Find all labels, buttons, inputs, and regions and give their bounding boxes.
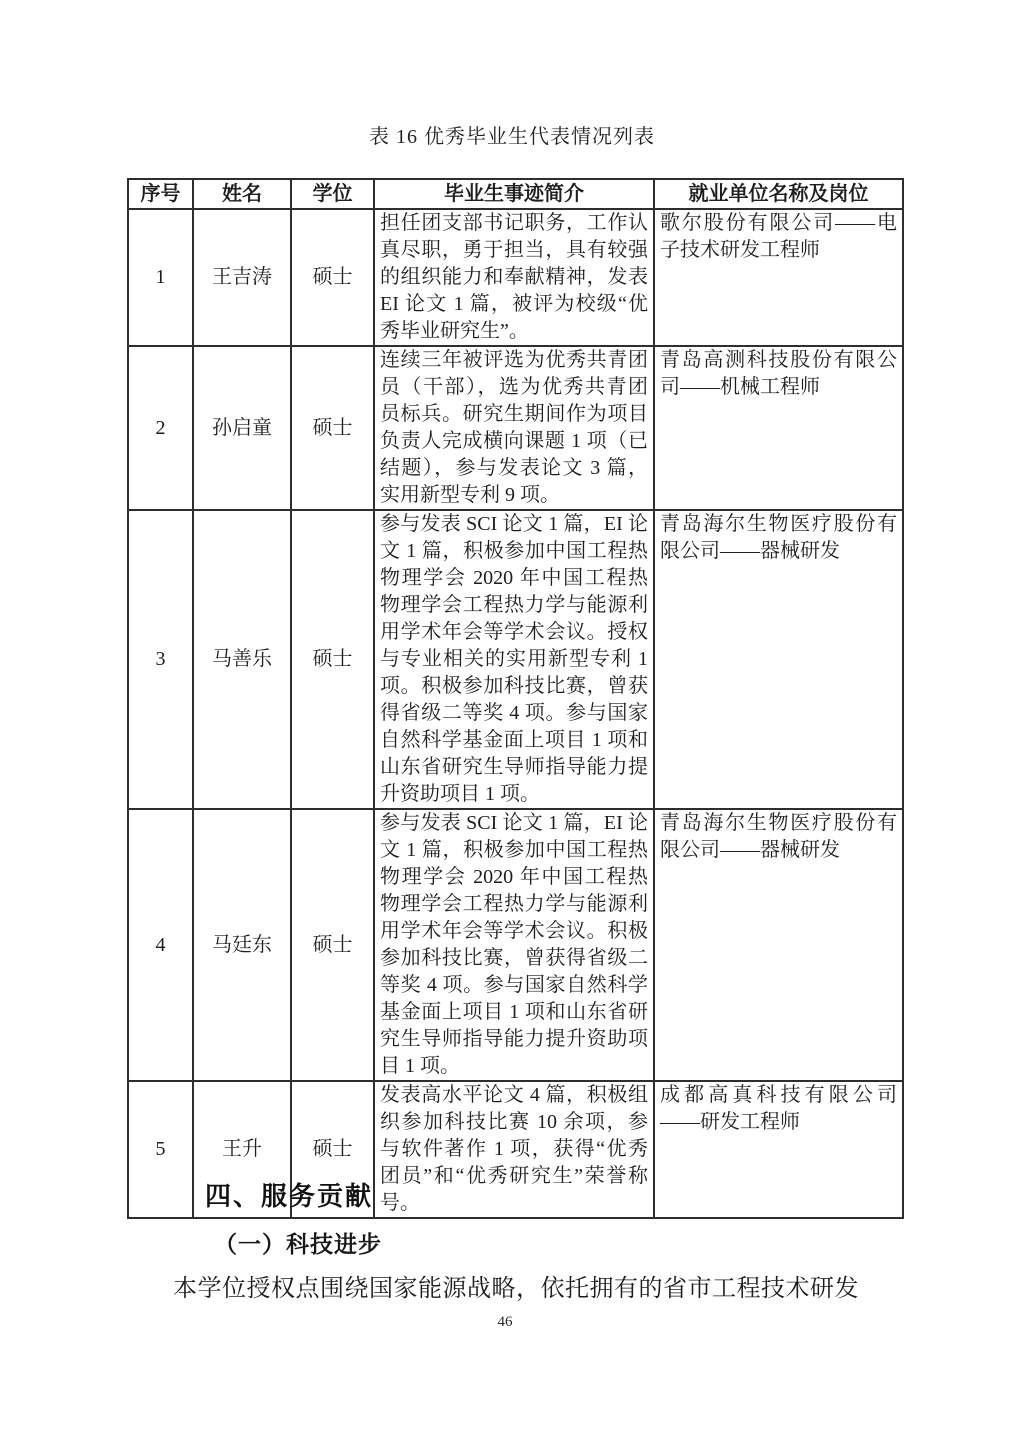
header-name: 姓名: [193, 179, 291, 209]
serial-number-cell: 1: [128, 209, 193, 346]
employer-cell: 成都高真科技有限公司——研发工程师: [654, 1081, 903, 1218]
header-degree: 学位: [291, 179, 374, 209]
name-cell: 王升: [193, 1081, 291, 1218]
name-cell: 马善乐: [193, 510, 291, 809]
serial-number-cell: 3: [128, 510, 193, 809]
body-paragraph: 本学位授权点围绕国家能源战略，依托拥有的省市工程技术研发: [173, 1276, 859, 1302]
table-row: [128, 346, 903, 510]
name-cell: 马廷东: [193, 809, 291, 1081]
table-row: [128, 809, 903, 1081]
header-employer: 就业单位名称及岗位: [654, 179, 903, 209]
table-header-row: [128, 179, 903, 209]
deeds-cell: 参与发表 SCI 论文 1 篇，EI 论文 1 篇，积极参加中国工程热物理学会 2020 年中国工程热物理学会工程热力学与能源利用学术年会等学术会议。授权与专业相关的实用新型专利 1 项。积极参加科技比赛，曾获得省级二等奖 4 项。参与国家自然科学基金面上项目 1 项和山东省研究生导师指导能力提升资助项目 1 项。: [374, 510, 654, 809]
table-row: [128, 510, 903, 809]
header-deeds: 毕业生事迹简介: [374, 179, 654, 209]
subsection-heading-tech-progress: （一）科技进步: [214, 1232, 382, 1257]
deeds-cell: 参与发表 SCI 论文 1 篇，EI 论文 1 篇，积极参加中国工程热物理学会 2020 年中国工程热物理学会工程热力学与能源利用学术年会等学术会议。积极参加科技比赛，曾获得省级二等奖 4 项。参与国家自然科学基金面上项目 1 项和山东省研究生导师指导能力提升资助项目 1 项。: [374, 809, 654, 1081]
employer-cell: 青岛海尔生物医疗股份有限公司——器械研发: [654, 809, 903, 1081]
employer-cell: 青岛高测科技股份有限公司——机械工程师: [654, 346, 903, 510]
deeds-cell: 连续三年被评选为优秀共青团员（干部），选为优秀共青团员标兵。研究生期间作为项目负责人完成横向课题 1 项（已结题），参与发表论文 3 篇，实用新型专利 9 项。: [374, 346, 654, 510]
table-row: [128, 209, 903, 346]
degree-cell: 硕士: [291, 1081, 374, 1218]
deeds-cell: 担任团支部书记职务，工作认真尽职，勇于担当，具有较强的组织能力和奉献精神，发表 EI 论文 1 篇，被评为校级“优秀毕业研究生”。: [374, 209, 654, 346]
serial-number-cell: 5: [128, 1081, 193, 1218]
serial-number-cell: 2: [128, 346, 193, 510]
degree-cell: 硕士: [291, 809, 374, 1081]
degree-cell: 硕士: [291, 209, 374, 346]
outstanding-graduates-table: [127, 178, 904, 1219]
table-body: [128, 209, 903, 1218]
deeds-cell: 发表高水平论文 4 篇，积极组织参加科技比赛 10 余项，参与软件著作 1 项，获得“优秀团员”和“优秀研究生”荣誉称号。: [374, 1081, 654, 1218]
serial-number-cell: 4: [128, 809, 193, 1081]
degree-cell: 硕士: [291, 346, 374, 510]
degree-cell: 硕士: [291, 510, 374, 809]
employer-cell: 青岛海尔生物医疗股份有限公司——器械研发: [654, 510, 903, 809]
table-caption: 表 16 优秀毕业生代表情况列表: [369, 126, 655, 148]
name-cell: 王吉涛: [193, 209, 291, 346]
page-number: 46: [497, 1314, 513, 1330]
header-serial-number: 序号: [128, 179, 193, 209]
employer-cell: 歌尔股份有限公司——电子技术研发工程师: [654, 209, 903, 346]
name-cell: 孙启童: [193, 346, 291, 510]
section-heading-service-contribution: 四、服务贡献: [205, 1181, 374, 1211]
